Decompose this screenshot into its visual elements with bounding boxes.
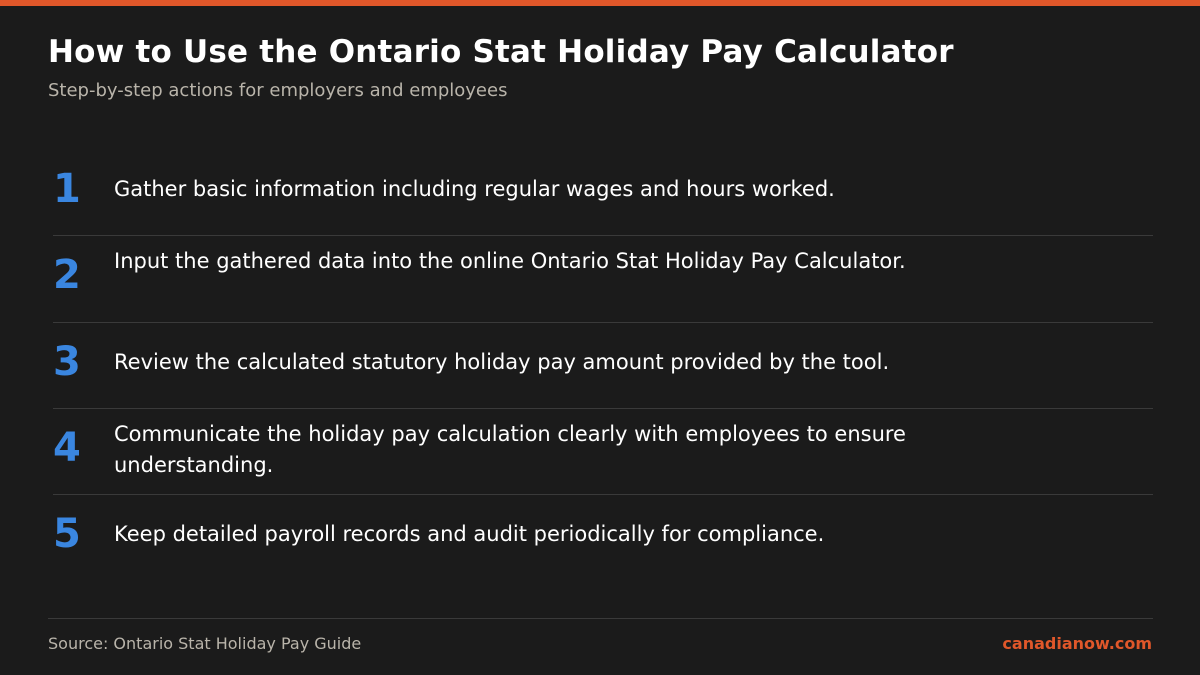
step-text: Communicate the holiday pay calculation clearly with employees to ensure understanding. — [114, 422, 906, 477]
step-text: Gather basic information including regular wages and hours worked. — [114, 177, 835, 201]
step-text: Review the calculated statutory holiday pay amount provided by the tool. — [114, 350, 890, 374]
step-number: 2 — [53, 252, 81, 298]
step-number: 5 — [53, 511, 81, 557]
step-text: Input the gathered data into the online Ontario Stat Holiday Pay Calculator. — [114, 249, 906, 273]
step-text: Keep detailed payroll records and audit periodically for compliance. — [114, 522, 825, 546]
page-subtitle: Step-by-step actions for employers and employees — [48, 80, 508, 101]
step-number: 4 — [53, 425, 81, 471]
step-item — [53, 409, 1153, 495]
step-number: 3 — [53, 339, 81, 385]
step-item — [53, 150, 1153, 236]
brand-link[interactable]: canadianow.com — [1002, 634, 1152, 653]
page-title: How to Use the Ontario Stat Holiday Pay Calculator — [48, 34, 954, 70]
steps-list — [53, 150, 1153, 581]
footer-divider — [48, 618, 1153, 619]
step-item — [53, 495, 1153, 581]
step-number: 1 — [53, 166, 81, 212]
step-item — [53, 236, 1153, 323]
source-note: Source: Ontario Stat Holiday Pay Guide — [48, 634, 362, 653]
step-item — [53, 323, 1153, 409]
top-accent-bar — [0, 0, 1200, 6]
